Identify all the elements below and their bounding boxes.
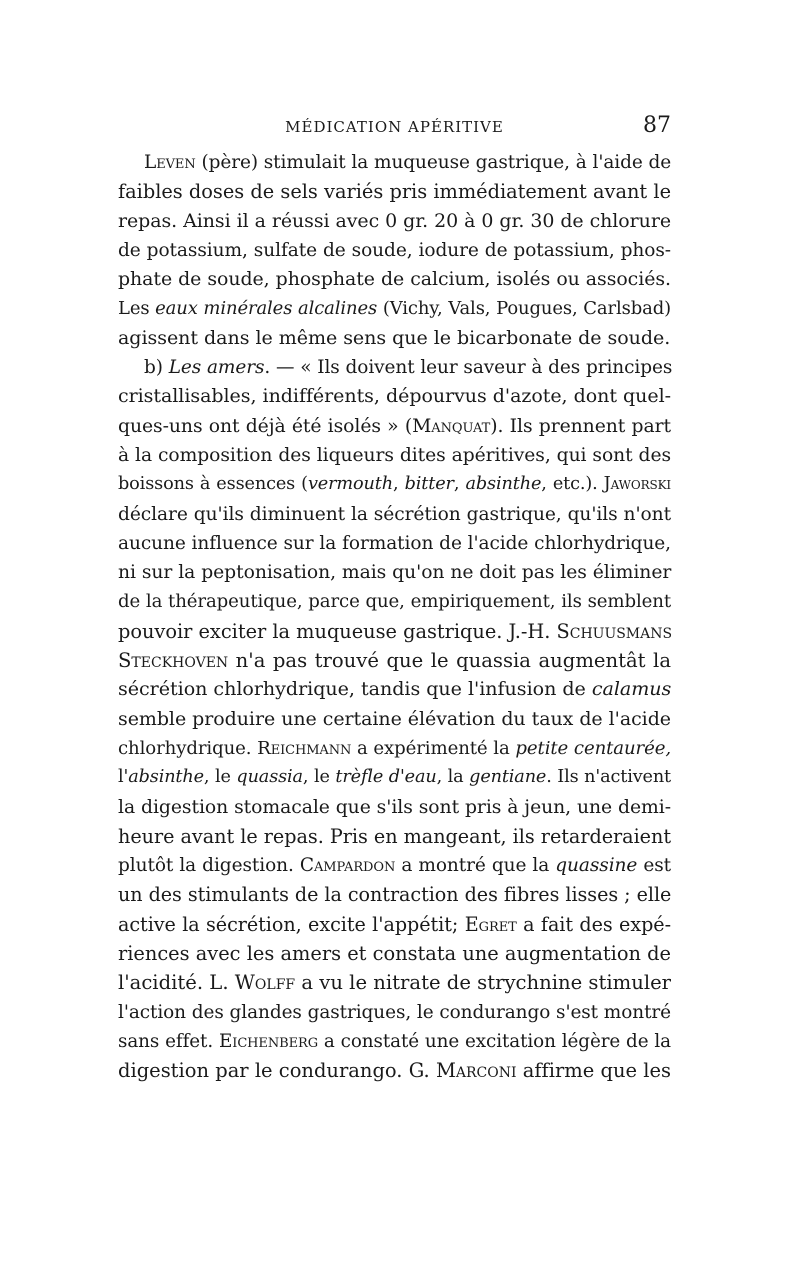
author-name: Manquat: [412, 415, 491, 437]
text-line: l'acidité. L. Wolff a vu le nitrate de strychnine stimuler: [118, 971, 672, 995]
author-name: Reichmann: [257, 737, 352, 759]
text-line: phate de soude, phosphate de calcium, isolés ou associés.: [118, 268, 671, 291]
author-name: Eichenberg: [218, 1030, 319, 1052]
text-line: chlorhydrique. Reichmann a expérimenté la petite centaurée,: [118, 737, 672, 759]
author-name: Wolff: [234, 971, 296, 995]
text-line: agissent dans le même sens que le bicarbonate de soude.: [118, 326, 671, 349]
section-heading: Les amers: [168, 357, 265, 379]
text-line: active la sécrétion, excite l'appétit; Egret a fait des expé-: [118, 912, 671, 936]
author-name: Marconi: [435, 1059, 517, 1083]
text-line: Leven (père) stimulait la muqueuse gastrique, à l'aide de: [144, 152, 672, 173]
author-name: Campardon: [299, 855, 396, 877]
text-line: faibles doses de sels variés pris immédiatement avant le: [118, 180, 671, 204]
running-header: [118, 110, 671, 144]
text-line: semble produire une certaine élévation du taux de l'acide: [118, 707, 671, 730]
text-line: de potassium, sulfate de soude, iodure de potassium, phos-: [118, 239, 671, 261]
text-line: déclare qu'ils diminuent la sécrétion gastrique, qu'ils n'ont: [118, 503, 671, 525]
text-line: Steckhoven n'a pas trouvé que le quassia augmentât la: [118, 649, 671, 673]
text-line: heure avant le repas. Pris en mangeant, ils retarderaient: [118, 824, 671, 848]
text-line: sans effet. Eichenberg a constaté une excitation légère de la: [118, 1030, 671, 1052]
text-line: digestion par le condurango. G. Marconi affirme que les: [118, 1059, 671, 1083]
text-line: l'absinthe, le quassia, le trèfle d'eau, la gentiane. Ils n'activent: [118, 767, 672, 788]
text-line: cristallisables, indifférents, dépourvus d'azote, dont quel-: [118, 385, 671, 408]
text-line: riences avec les amers et constata une augmentation de: [118, 942, 671, 966]
page-number: 87: [643, 113, 671, 138]
text-line: pouvoir exciter la muqueuse gastrique. J.-H. Schuusmans: [118, 619, 673, 643]
text-line: de la thérapeutique, parce que, empiriquement, ils semblent: [118, 591, 671, 613]
text-line: la digestion stomacale que s'ils sont pris à jeun, une demi-: [118, 796, 671, 818]
text-line: l'action des glandes gastriques, le condurango s'est montré: [118, 1001, 671, 1023]
text-line: aucune influence sur la formation de l'acide chlorhydrique,: [118, 532, 671, 554]
text-line: plutôt la digestion. Campardon a montré que la quassine est: [118, 855, 671, 877]
text-line: ques-uns ont déjà été isolés » (Manquat). Ils prennent part: [118, 415, 671, 437]
text-line: boissons à essences (vermouth, bitter, absinthe, etc.). Jaworski: [118, 474, 672, 495]
text-line: ni sur la peptonisation, mais qu'on ne doit pas les éliminer: [118, 562, 672, 584]
running-title: MÉDICATION APÉRITIVE: [285, 118, 504, 136]
text-line: sécrétion chlorhydrique, tandis que l'infusion de calamus: [118, 678, 672, 701]
text-line: b) Les amers. — « Ils doivent leur saveur à des principes: [144, 357, 673, 379]
author-name: Steckhoven: [118, 649, 229, 673]
text-line: Les eaux minérales alcalines (Vichy, Vals, Pougues, Carlsbad): [118, 298, 671, 320]
text-line: repas. Ainsi il a réussi avec 0 gr. 20 à 0 gr. 30 de chlorure: [118, 209, 671, 232]
author-name: Egret: [464, 912, 517, 936]
text-line: à la composition des liqueurs dites apéritives, qui sont des: [118, 444, 671, 466]
text-line: un des stimulants de la contraction des fibres lisses ; elle: [118, 883, 672, 907]
author-name: Schuusmans: [556, 619, 673, 643]
author-name: Jaworski: [603, 474, 672, 495]
author-name: Leven: [144, 152, 196, 173]
body-text: [118, 148, 671, 1086]
